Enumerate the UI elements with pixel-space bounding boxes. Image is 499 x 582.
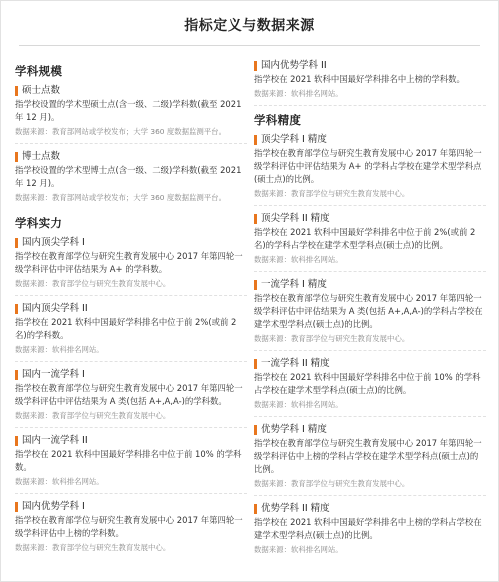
indicator-item: [15, 368, 247, 428]
indicator-description: 指学校在 2021 软科中国最好学科排名中位于前 10% 的学科数。: [15, 449, 242, 472]
section-heading: 学科规模: [15, 64, 63, 78]
indicator-item: [15, 236, 247, 296]
bullet-marker-icon: [254, 135, 257, 145]
title-divider: [19, 45, 480, 46]
bullet-marker-icon: [254, 214, 257, 224]
indicator-description: 指学校设置的学术型博士点(含一级、二级)学科数(截至 2021 年 12 月)。: [15, 165, 242, 188]
indicator-source: 数据来源：教育部学位与研究生教育发展中心。: [254, 188, 486, 206]
indicator-name: 博士点数: [22, 151, 61, 162]
indicator-source: 数据来源：教育部学位与研究生教育发展中心。: [254, 478, 486, 496]
indicator-item: [254, 133, 486, 206]
indicator-item: [254, 59, 486, 106]
indicator-source: 数据来源：软科排名网站。: [254, 545, 343, 554]
left-column: [15, 59, 247, 565]
page-title: 指标定义与数据来源: [184, 18, 315, 34]
indicator-name: 国内优势学科 II: [261, 60, 327, 71]
bullet-marker-icon: [254, 425, 257, 435]
indicator-description: 指学校在教育部学位与研究生教育发展中心 2017 年第四轮一级学科评估中评估结果为 A 类(包括 A+,A,A-)的学科数。: [15, 383, 243, 406]
bullet-marker-icon: [254, 359, 257, 369]
bullet-marker-icon: [15, 370, 18, 380]
indicator-description: 指学校在教育部学位与研究生教育发展中心 2017 年第四轮一级学科评估中上榜的学科数。: [15, 515, 243, 538]
section-heading: 学科精度: [254, 113, 302, 127]
indicator-item: [15, 150, 247, 209]
bullet-marker-icon: [15, 86, 18, 96]
bullet-marker-icon: [15, 502, 18, 512]
indicator-description: 指学校在 2021 软科中国最好学科排名中位于前 10% 的学科占学校在建学术型学科点(硕士点)的比例。: [254, 372, 481, 395]
section-precision: [254, 112, 486, 561]
indicator-item: [254, 423, 486, 496]
indicator-description: 指学校在 2021 软科中国最好学科排名中位于前 2%(或前 2 名)的学科数。: [15, 317, 237, 340]
indicator-name: 国内优势学科 I: [22, 501, 85, 512]
indicator-source: 数据来源：教育部学位与研究生教育发展中心。: [15, 543, 171, 552]
indicator-description: 指学校在教育部学位与研究生教育发展中心 2017 年第四轮一级学科评估中评估结果为 A+ 的学科数。: [15, 251, 243, 274]
indicator-item: [15, 84, 247, 144]
indicator-item: [15, 500, 247, 559]
indicator-description: 指学校在 2021 软科中国最好学科排名中上榜的学科数。: [254, 74, 465, 84]
indicator-item: [254, 357, 486, 417]
indicator-item: [15, 302, 247, 362]
indicator-description: 指学校在教育部学位与研究生教育发展中心 2017 年第四轮一级学科评估中评估结果为 A+ 的学科占学校在建学术型学科点(硕士点)的比例。: [254, 148, 482, 184]
indicator-name: 优势学科 I 精度: [261, 424, 327, 435]
indicator-source: 数据来源：软科排名网站。: [15, 344, 247, 362]
indicator-name: 一流学科 I 精度: [261, 279, 327, 290]
indicator-source: 数据来源：教育部学位与研究生教育发展中心。: [15, 410, 247, 428]
bullet-marker-icon: [254, 61, 257, 71]
indicator-description: 指学校设置的学术型硕士点(含一级、二级)学科数(截至 2021 年 12 月)。: [15, 99, 242, 122]
indicator-item: [15, 434, 247, 494]
indicator-item: [254, 502, 486, 561]
indicator-name: 国内顶尖学科 II: [22, 303, 88, 314]
bullet-marker-icon: [254, 504, 257, 514]
indicator-source: 数据来源：教育部学位与研究生教育发展中心。: [254, 333, 486, 351]
indicator-name: 一流学科 II 精度: [261, 358, 330, 369]
indicator-source: 数据来源：软科排名网站。: [254, 399, 486, 417]
bullet-marker-icon: [15, 238, 18, 248]
indicator-description: 指学校在 2021 软科中国最好学科排名中上榜的学科占学校在建学术型学科点(硕士点)的比例。: [254, 517, 482, 540]
indicator-name: 国内一流学科 II: [22, 435, 88, 446]
bullet-marker-icon: [15, 304, 18, 314]
indicator-description: 指学校在教育部学位与研究生教育发展中心 2017 年第四轮一级学科评估中评估结果为 A 类(包括 A+,A,A-)的学科占学校在建学术型学科点(硕士点)的比例。: [254, 293, 483, 329]
indicator-source: 数据来源：软科排名网站。: [15, 476, 247, 494]
indicator-description: 指学校在教育部学位与研究生教育发展中心 2017 年第四轮一级学科评估中上榜的学科占学校在建学术型学科点(硕士点)的比例。: [254, 438, 482, 474]
indicator-name: 优势学科 II 精度: [261, 503, 330, 514]
indicator-source: 数据来源：教育部网站或学校发布；大学 360 度数据监测平台。: [15, 193, 226, 202]
indicator-source: 数据来源：教育部网站或学校发布；大学 360 度数据监测平台。: [15, 126, 247, 144]
section-heading: 学科实力: [15, 216, 63, 230]
bullet-marker-icon: [15, 436, 18, 446]
indicator-name: 顶尖学科 II 精度: [261, 213, 330, 224]
section-strength: [15, 215, 247, 559]
indicator-item: [254, 212, 486, 272]
indicator-name: 硕士点数: [22, 85, 61, 96]
bullet-marker-icon: [254, 280, 257, 290]
indicator-name: 国内一流学科 I: [22, 369, 85, 380]
indicator-item: [254, 278, 486, 351]
indicator-source: 数据来源：软科排名网站。: [254, 254, 486, 272]
indicator-source: 数据来源：教育部学位与研究生教育发展中心。: [15, 278, 247, 296]
indicator-name: 顶尖学科 I 精度: [261, 134, 327, 145]
bullet-marker-icon: [15, 152, 18, 162]
right-column: [254, 59, 486, 567]
indicator-name: 国内顶尖学科 I: [22, 237, 85, 248]
indicator-source: 数据来源：软科排名网站。: [254, 88, 486, 106]
section-scale: [15, 63, 247, 209]
indicator-description: 指学校在 2021 软科中国最好学科排名中位于前 2%(或前 2 名)的学科占学校在建学术型学科点(硕士点)的比例。: [254, 227, 476, 250]
